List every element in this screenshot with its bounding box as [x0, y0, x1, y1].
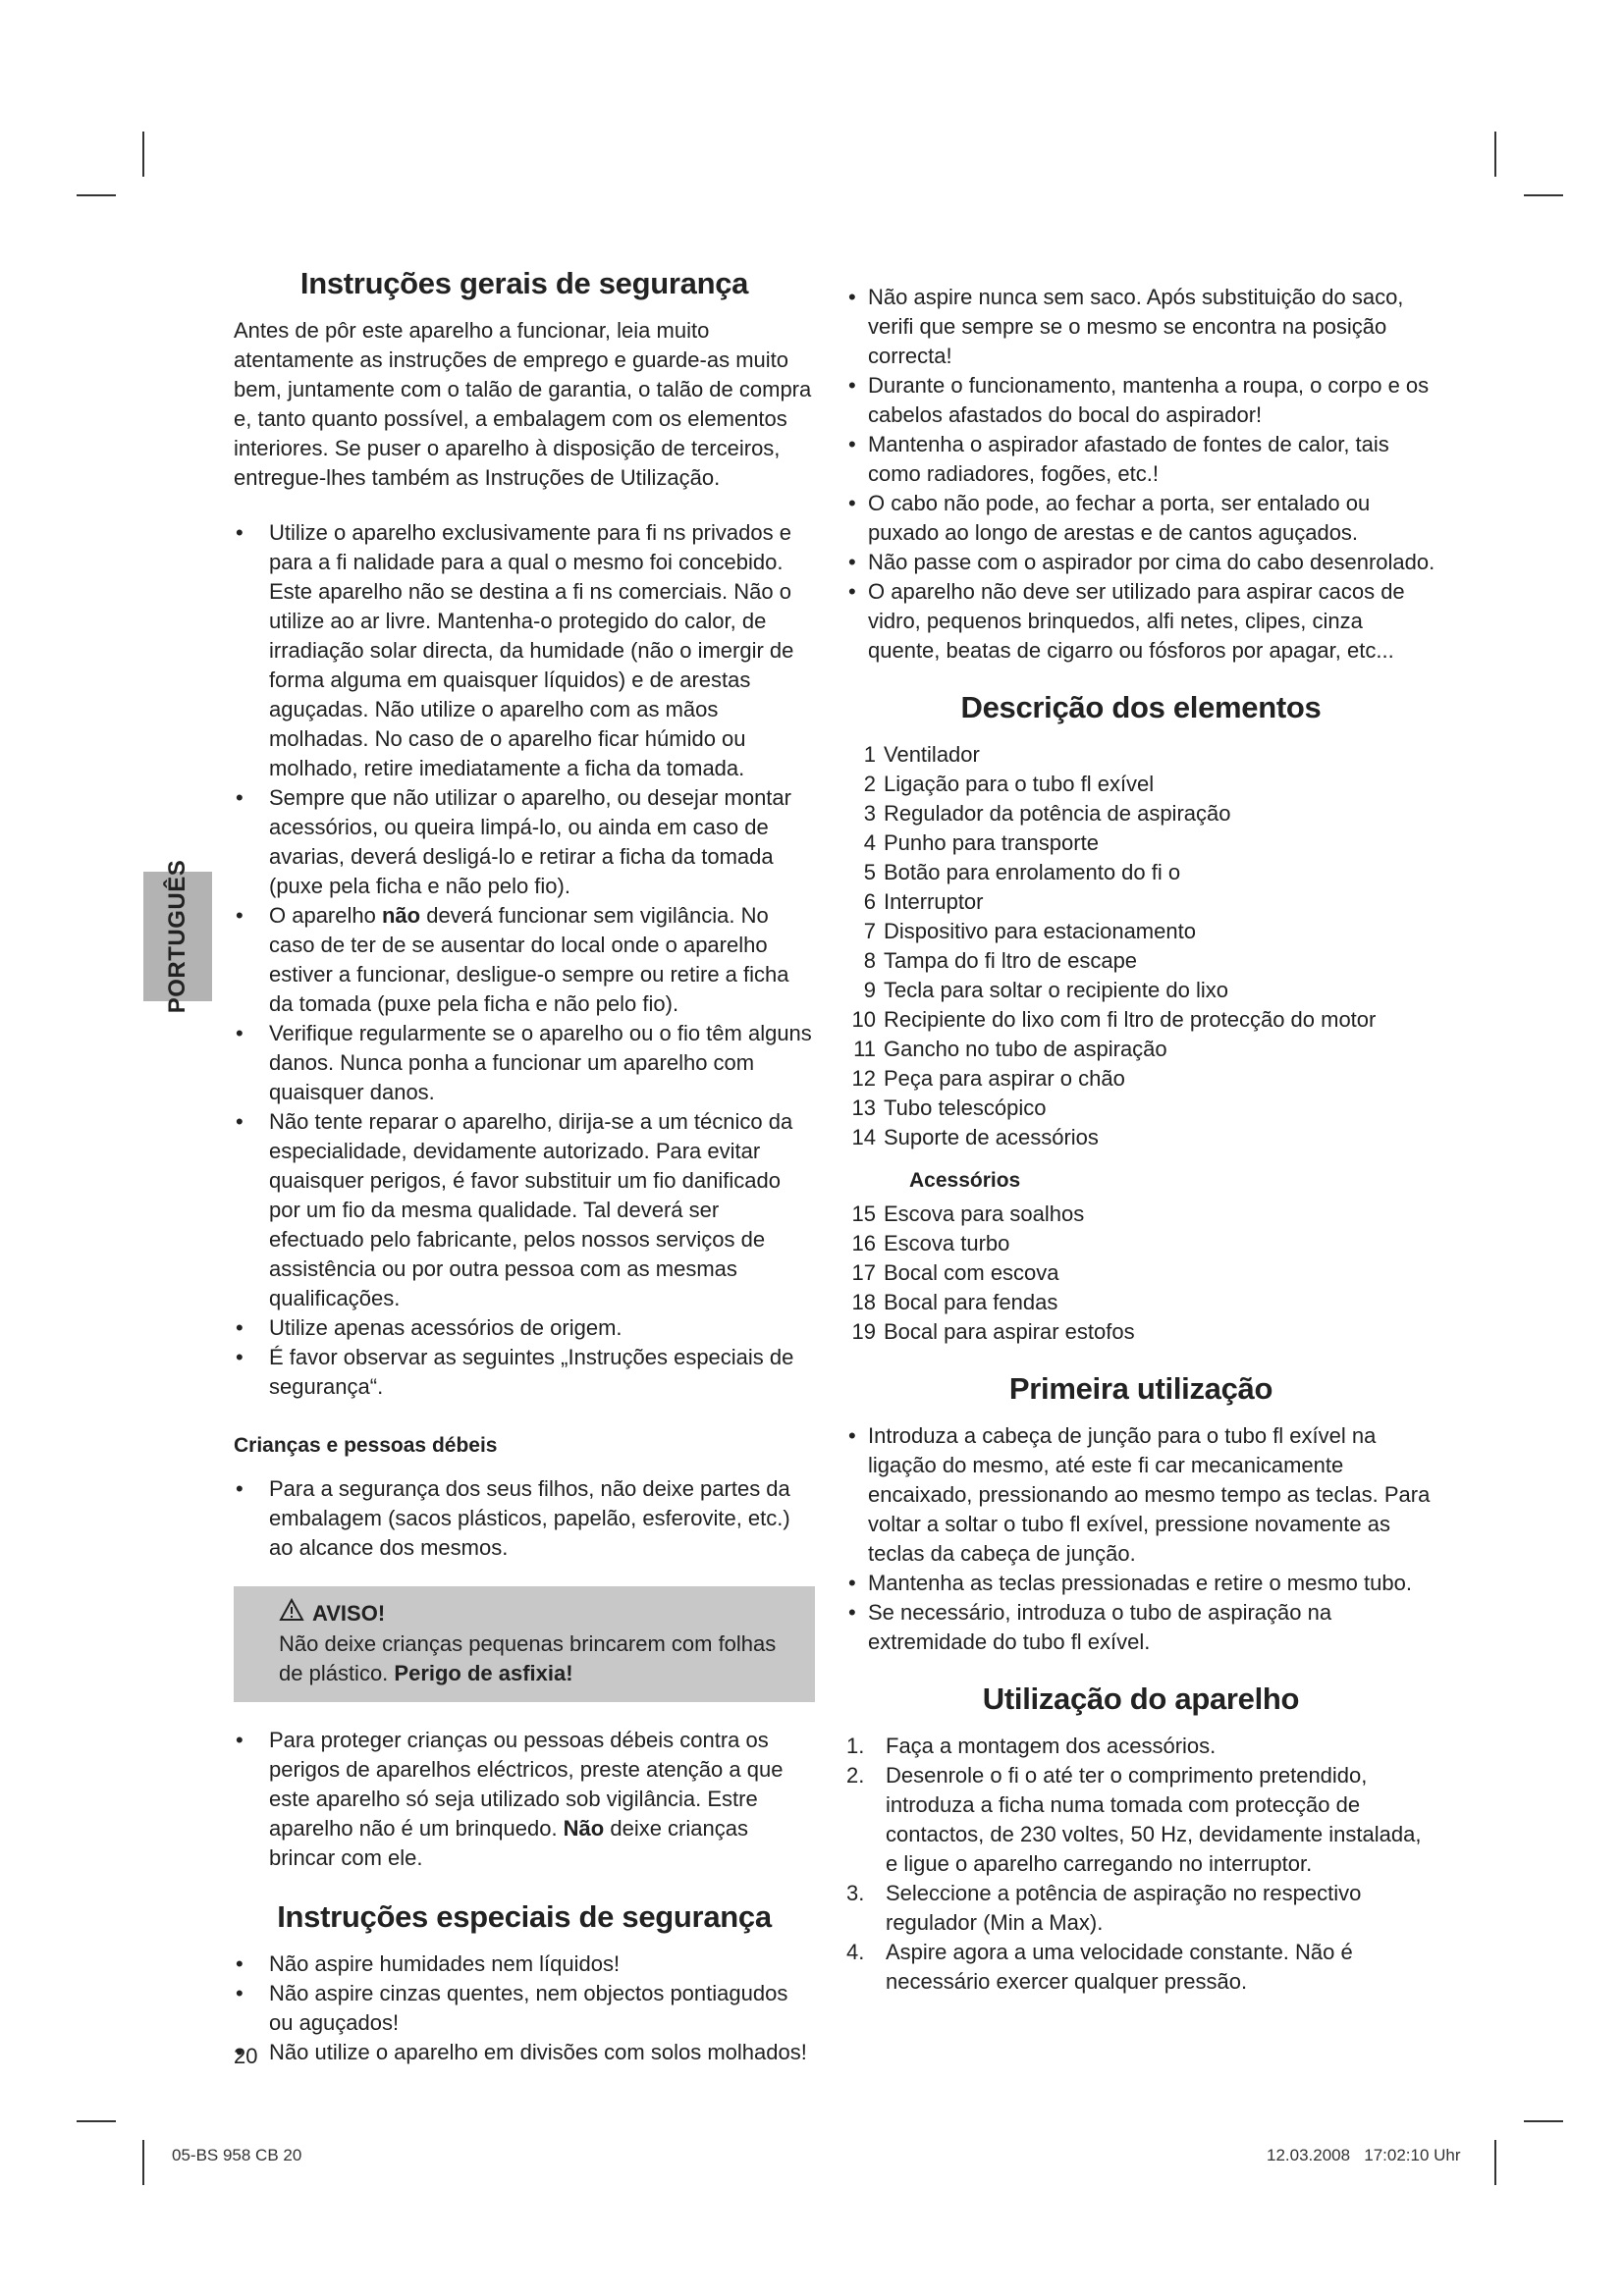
- part-item: [846, 1229, 1583, 1258]
- description-heading: Descrição dos elementos: [960, 690, 1322, 724]
- part-number: 17: [851, 1260, 876, 1285]
- list-item: • Durante o funcionamento, mantenha a roupa, o corpo e os cabelos afastados do bocal do aspirador!: [846, 371, 1435, 430]
- language-tab-label: PORTUGUÊS: [164, 859, 190, 1014]
- part-label: Regulador da potência de aspiração: [884, 801, 1231, 826]
- part-item: [846, 1123, 1583, 1152]
- warning-text: [279, 1629, 797, 1688]
- general-safety-list: [234, 518, 815, 1402]
- list-item: • Sempre que não utilizar o aparelho, ou desejar montar acessórios, ou queira limpá-lo, ou ainda em caso de avarias, deverá desligá-lo e retirar a ficha da tomada (puxe pela ficha e não pelo fio).: [234, 783, 815, 901]
- part-label: Dispositivo para estacionamento: [884, 919, 1196, 943]
- step-text: Seleccione a potência de aspiração no respectivo regulador (Min a Max).: [886, 1881, 1362, 1935]
- part-item: [846, 1200, 1583, 1229]
- part-label: Tubo telescópico: [884, 1095, 1047, 1120]
- part-number: 18: [851, 1290, 876, 1314]
- list-item: • Se necessário, introduza o tubo de aspiração na extremidade do tubo fl exível.: [846, 1598, 1435, 1657]
- part-item: [846, 858, 1583, 887]
- step-text: Desenrole o fi o até ter o comprimento pretendido, introduza a ficha numa tomada com protecção de contactos, de 230 voltes, 50 Hz, devidamente instalada, e ligue o aparelho carregando no interruptor.: [886, 1763, 1422, 1876]
- step-number: 1.: [846, 1734, 865, 1758]
- crop-mark: [1494, 132, 1496, 177]
- crop-mark: [142, 132, 144, 177]
- first-use-heading: Primeira utilização: [1008, 1371, 1273, 1406]
- list-item: • Para a segurança dos seus filhos, não deixe partes da embalagem (sacos plásticos, papelão, esferovite, etc.) ao alcance dos mesmos.: [234, 1474, 815, 1563]
- part-number: 5: [863, 860, 876, 884]
- part-item: [846, 887, 1583, 917]
- part-number: 10: [851, 1007, 876, 1032]
- children-subheading: Crianças e pessoas débeis: [234, 1434, 498, 1457]
- emphasis: não: [381, 903, 421, 928]
- language-tab: [143, 859, 212, 1014]
- crop-mark: [1524, 2120, 1563, 2122]
- part-number: 6: [863, 889, 876, 914]
- list-item: • Não aspire humidades nem líquidos!: [234, 1949, 815, 1979]
- warning-triangle-icon: [279, 1598, 304, 1629]
- part-label: Tampa do fi ltro de escape: [884, 948, 1138, 973]
- part-number: 9: [863, 978, 876, 1002]
- page-number: 20: [234, 2044, 258, 2068]
- usage-steps: [846, 1732, 1435, 1997]
- intro-paragraph: Antes de pôr este aparelho a funcionar, leia muito atentamente as instruções de emprego e guarde-as muito bem, juntamente com o talão de garantia, o talão de compra e, tanto quanto possível, a embalagem com os elementos interiores. Se puser o aparelho à disposição de terceiros, entregue-lhes também as Instruções de Utilização.: [234, 318, 812, 490]
- warning-title: [279, 1598, 797, 1629]
- part-number: 3: [863, 801, 876, 826]
- parts-list: [846, 740, 1583, 1152]
- emphasis: Não: [563, 1816, 605, 1841]
- list-item: • Verifique regularmente se o aparelho ou o fio têm alguns danos. Nunca ponha a funcionar um aparelho com quaisquer danos.: [234, 1019, 815, 1107]
- part-label: Bocal com escova: [884, 1260, 1059, 1285]
- part-number: 12: [851, 1066, 876, 1091]
- part-item: [846, 828, 1583, 858]
- special-safety-heading: Instruções especiais de segurança: [277, 1899, 772, 1934]
- list-item: • O aparelho não deve ser utilizado para aspirar cacos de vidro, pequenos brinquedos, alfi netes, clipes, cinza quente, beatas de cigarro ou fósforos por apagar, etc...: [846, 577, 1435, 666]
- part-label: Ventilador: [884, 742, 980, 767]
- text-segment: Não deixe crianças pequenas brincarem com folhas de plástico.: [279, 1631, 777, 1685]
- list-item: • Introduza a cabeça de junção para o tubo fl exível na ligação do mesmo, até este fi car mecanicamente encaixado, pressionando ao mesmo tempo as teclas. Para voltar a soltar o tubo fl exível, pressione novamente as teclas da cabeça de junção.: [846, 1421, 1435, 1569]
- list-item: [234, 901, 815, 1019]
- part-item: [846, 1258, 1583, 1288]
- special-safety-list: [234, 1949, 815, 2067]
- list-item: [234, 1726, 815, 1873]
- step-item: [846, 1761, 1435, 1879]
- list-item: • O cabo não pode, ao fechar a porta, ser entalado ou puxado ao longo de arestas e de cantos aguçados.: [846, 489, 1435, 548]
- part-label: Recipiente do lixo com fi ltro de protecção do motor: [884, 1007, 1377, 1032]
- text-segment: deverá funcionar sem vigilância. No caso de ter de se ausentar do local onde o aparelho estiver a funcionar, desligue-o sempre ou retire a ficha da tomada (puxe pela ficha e não pelo fio).: [269, 903, 789, 1016]
- crop-mark: [77, 194, 116, 196]
- list-item: • Não aspire cinzas quentes, nem objectos pontiagudos ou aguçados!: [234, 1979, 815, 2038]
- footer-job-id: 05-BS 958 CB 20: [172, 2146, 302, 2164]
- warning-title-text: AVISO!: [312, 1601, 386, 1626]
- part-label: Bocal para fendas: [884, 1290, 1058, 1314]
- step-text: Aspire agora a uma velocidade constante. Não é necessário exercer qualquer pressão.: [886, 1940, 1353, 1994]
- part-item: [846, 740, 1583, 770]
- part-number: 15: [851, 1201, 876, 1226]
- part-item: [846, 1317, 1583, 1347]
- step-item: [846, 1938, 1435, 1997]
- part-label: Escova turbo: [884, 1231, 1010, 1255]
- list-item: • Utilize o aparelho exclusivamente para fi ns privados e para a fi nalidade para a qual o mesmo foi concebido. Este aparelho não se destina a fi ns comerciais. Não o utilize ao ar livre. Mantenha-o protegido do calor, de irradiação solar directa, da humidade (não o imergir de forma alguma em quaisquer líquidos) e de arestas aguçadas. Não utilize o aparelho com as mãos molhadas. No caso de o aparelho ficar húmido ou molhado, retire imediatamente a ficha da tomada.: [234, 518, 815, 783]
- step-number: 2.: [846, 1763, 865, 1788]
- part-number: 2: [863, 772, 876, 796]
- part-number: 1: [863, 742, 876, 767]
- text-segment: deixe crianças brincar com ele.: [269, 1816, 748, 1870]
- part-label: Interruptor: [884, 889, 984, 914]
- part-label: Bocal para aspirar estofos: [884, 1319, 1135, 1344]
- first-use-list: [846, 1421, 1435, 1657]
- list-item: • Não passe com o aspirador por cima do cabo desenrolado.: [846, 548, 1435, 577]
- text-segment: O aparelho: [269, 903, 382, 928]
- step-item: [846, 1732, 1435, 1761]
- part-item: [846, 799, 1583, 828]
- part-number: 8: [863, 948, 876, 973]
- part-number: 19: [851, 1319, 876, 1344]
- protect-list: [234, 1726, 815, 1873]
- step-number: 3.: [846, 1881, 865, 1905]
- part-number: 7: [863, 919, 876, 943]
- list-item: • Mantenha as teclas pressionadas e retire o mesmo tubo.: [846, 1569, 1435, 1598]
- list-item: • Utilize apenas acessórios de origem.: [234, 1313, 815, 1343]
- text-segment: Para proteger crianças ou pessoas débeis contra os perigos de aparelhos eléctricos, preste atenção a que este aparelho só seja utilizado sob vigilância. Estre aparelho não é um brinquedo.: [269, 1728, 784, 1841]
- bag-safety-list: [846, 283, 1435, 666]
- step-text: Faça a montagem dos acessórios.: [886, 1734, 1217, 1758]
- list-item: • Não aspire nunca sem saco. Após substituição do saco, verifi que sempre se o mesmo se encontra na posição correcta!: [846, 283, 1435, 371]
- left-column: [234, 265, 815, 2067]
- part-label: Ligação para o tubo fl exível: [884, 772, 1155, 796]
- accessories-list: [846, 1200, 1583, 1347]
- step-number: 4.: [846, 1940, 865, 1964]
- part-number: 11: [853, 1037, 876, 1061]
- part-label: Punho para transporte: [884, 830, 1099, 855]
- accessories-heading: Acessórios: [909, 1169, 1021, 1192]
- part-item: [846, 1094, 1583, 1123]
- part-label: Tecla para soltar o recipiente do lixo: [884, 978, 1228, 1002]
- part-number: 13: [851, 1095, 876, 1120]
- part-item: [846, 946, 1583, 976]
- crop-mark: [1524, 194, 1563, 196]
- list-item: • Mantenha o aspirador afastado de fontes de calor, tais como radiadores, fogões, etc.!: [846, 430, 1435, 489]
- part-item: [846, 1064, 1583, 1094]
- part-item: [846, 1005, 1583, 1035]
- warning-box: [234, 1586, 815, 1702]
- part-item: [846, 976, 1583, 1005]
- part-item: [846, 1035, 1583, 1064]
- part-number: 16: [851, 1231, 876, 1255]
- crop-mark: [142, 2140, 144, 2185]
- list-item: • É favor observar as seguintes „Instruções especiais de segurança“.: [234, 1343, 815, 1402]
- part-label: Botão para enrolamento do fi o: [884, 860, 1181, 884]
- part-number: 14: [851, 1125, 876, 1149]
- children-list: [234, 1474, 815, 1563]
- footer-timestamp: 12.03.2008 17:02:10 Uhr: [1267, 2146, 1461, 2164]
- step-item: [846, 1879, 1435, 1938]
- part-item: [846, 917, 1583, 946]
- right-column: [846, 283, 1583, 1997]
- part-label: Peça para aspirar o chão: [884, 1066, 1125, 1091]
- crop-mark: [77, 2120, 116, 2122]
- part-label: Suporte de acessórios: [884, 1125, 1099, 1149]
- part-item: [846, 770, 1583, 799]
- list-item: • Não tente reparar o aparelho, dirija-se a um técnico da especialidade, devidamente autorizado. Para evitar quaisquer perigos, é favor substituir um fio danificado por um fio da mesma qualidade. Tal deverá ser efectuado pelo fabricante, pelos nossos serviços de assistência ou por outra pessoa com as mesmas qualificações.: [234, 1107, 815, 1313]
- crop-mark: [1494, 2140, 1496, 2185]
- part-label: Gancho no tubo de aspiração: [884, 1037, 1167, 1061]
- list-item: • Não utilize o aparelho em divisões com solos molhados!: [234, 2038, 815, 2067]
- part-item: [846, 1288, 1583, 1317]
- emphasis: Perigo de asfixia!: [394, 1661, 573, 1685]
- usage-heading: Utilização do aparelho: [982, 1682, 1300, 1716]
- general-safety-heading: Instruções gerais de segurança: [299, 266, 749, 300]
- part-label: Escova para soalhos: [884, 1201, 1085, 1226]
- part-number: 4: [863, 830, 876, 855]
